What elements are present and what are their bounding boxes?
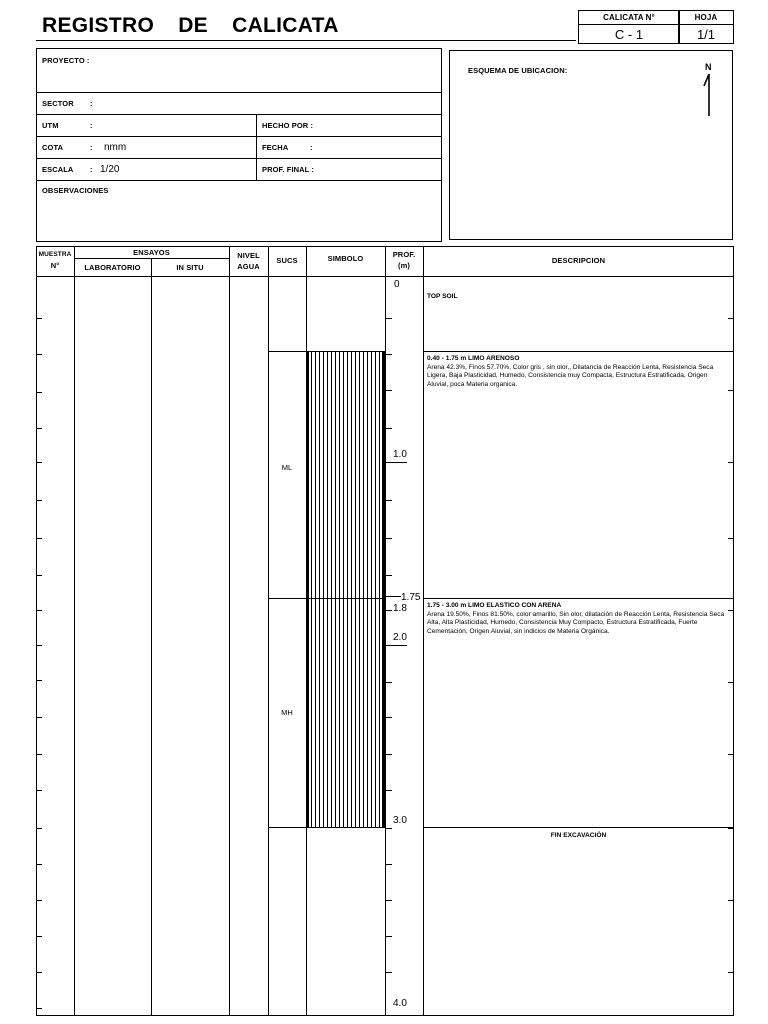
fecha-label: FECHA	[262, 143, 289, 152]
sector-label: SECTOR	[42, 99, 74, 108]
layer-description-topsoil	[427, 293, 729, 302]
north-arrow-icon	[700, 72, 718, 120]
in-situ-header: IN SITU	[176, 263, 204, 272]
depth-label-1-75: 1.75	[401, 592, 421, 603]
calicata-value: C - 1	[614, 27, 644, 42]
fecha-colon: :	[310, 143, 313, 152]
north-label: N	[705, 62, 712, 72]
hoja-label: HOJA	[694, 13, 718, 22]
muestra-n-header: N°	[50, 261, 60, 270]
sector-colon: :	[90, 99, 93, 108]
escala-value: 1/20	[100, 164, 120, 175]
layer-heading: TOP SOIL	[427, 293, 458, 300]
esquema-label: ESQUEMA DE UBICACION:	[468, 66, 568, 75]
prof-final-label: PROF. FINAL :	[262, 165, 314, 174]
layer-heading: FIN EXCAVACIÓN	[550, 832, 607, 839]
depth-label-2-0: 2.0	[393, 632, 407, 643]
depth-label-4-0: 4.0	[393, 998, 407, 1009]
prof-header: PROF.	[392, 250, 416, 259]
laboratorio-header: LABORATORIO	[84, 263, 141, 272]
sucs-mh: MH	[281, 708, 293, 717]
fin-excavacion	[423, 832, 734, 841]
cota-colon: :	[90, 143, 93, 152]
depth-label-1-0: 1.0	[393, 449, 407, 460]
cota-label: COTA	[42, 143, 64, 152]
esquema-ubicacion-box	[449, 50, 733, 240]
hoja-value: 1/1	[696, 27, 716, 42]
nivel-header: NIVEL	[237, 251, 260, 260]
depth-label-1-8: 1.8	[393, 603, 407, 614]
utm-colon: :	[90, 121, 93, 130]
layer-heading: 1.75 - 3.00 m LIMO ELASTICO CON ARENA	[427, 602, 562, 609]
prof-unit-header: (m)	[398, 261, 410, 270]
form-title: REGISTRO DE CALICATA	[42, 14, 339, 37]
muestra-header: MUESTRA	[38, 251, 72, 258]
layer-heading: 0.40 - 1.75 m LIMO ARENOSO	[427, 355, 520, 362]
proyecto-label: PROYECTO :	[42, 56, 90, 65]
layer-description-mh	[427, 602, 729, 636]
escala-colon: :	[90, 165, 93, 174]
sucs-header: SUCS	[276, 256, 298, 265]
calicata-label: CALICATA N°	[603, 13, 655, 22]
descripcion-header: DESCRIPCION	[551, 256, 606, 265]
escala-label: ESCALA	[42, 165, 74, 174]
info-block	[36, 48, 442, 242]
utm-label: UTM	[42, 121, 59, 130]
agua-header: AGUA	[237, 262, 260, 271]
layer-description-ml	[427, 355, 729, 389]
layer-body: Arena 19.50%, Finos 81.50%, color amarillo, Sin olor, dilatación de Reacción Lenta, Resistencia Seca Alta, Alta Plasticidad, Humedo, Consistencia Muy Compacto, Estructura Estratificada, Fuerte Cementación, Origen Aluvial, sin indicios de Materia Orgánica.	[427, 610, 725, 635]
simbolo-header: SIMBOLO	[327, 254, 364, 263]
depth-label-0: 0	[394, 279, 400, 290]
depth-label-3-0: 3.0	[393, 815, 407, 826]
observaciones-label: OBSERVACIONES	[42, 186, 109, 195]
soil-symbol-ml	[306, 351, 385, 598]
soil-symbol-mh	[306, 598, 385, 827]
layer-body: Arena 42.3%, Finos 57.70%, Color gris , sin olor,, Dilatancia de Reacción Lenta, Resistencia Seca Ligera, Baja Plasticidad, Humedo, Consistencia muy Compacta, Estructura Estratificada, Origen Aluvial, poca Materia organica.	[427, 363, 714, 388]
sucs-ml: ML	[281, 463, 293, 472]
cota-value: nmm	[104, 142, 127, 153]
ensayos-header: ENSAYOS	[133, 248, 170, 257]
hecho-por-label: HECHO POR :	[262, 121, 314, 130]
